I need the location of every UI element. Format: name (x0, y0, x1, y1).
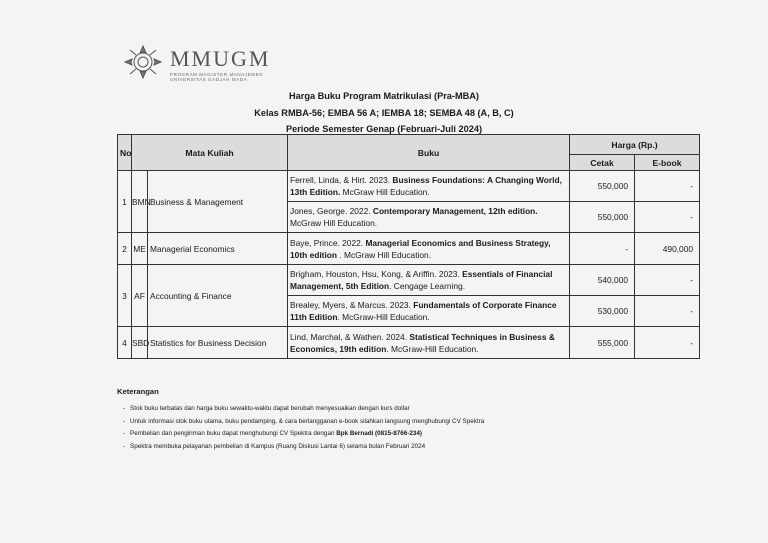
mmugm-emblem-icon (122, 44, 164, 80)
note-item: - Stok buku terbatas dan harga buku sewaktu-waktu dapat berubah menyesuaikan dengan kurs dollar (130, 403, 484, 416)
price-ebook: - (635, 265, 700, 296)
notes-list (117, 403, 484, 453)
course-code: SBD (132, 327, 148, 359)
table-row (118, 233, 700, 265)
book-authors: Brealey, Myers, & Marcus. 2023. (290, 300, 414, 310)
price-cetak: - (570, 233, 635, 265)
course-no: 4 (118, 327, 132, 359)
book-title: Contemporary Management, 12th edition. (372, 206, 538, 216)
book-cell (288, 171, 570, 202)
book-authors: Brigham, Houston, Hsu, Kong, & Ariffin. 2023. (290, 269, 463, 279)
course-name: Accounting & Finance (148, 265, 288, 327)
course-code: ME (132, 233, 148, 265)
note-item: - Untuk informasi stok buku utama, buku pendamping, & cara berlangganan e-book silahkan langsung menghubungi CV Spektra (130, 416, 484, 429)
price-cetak: 555,000 (570, 327, 635, 359)
table-row (118, 171, 700, 202)
table-row (118, 327, 700, 359)
note-item-contact (130, 428, 484, 441)
price-ebook: - (635, 296, 700, 327)
price-cetak: 530,000 (570, 296, 635, 327)
header-harga: Harga (Rp.) (570, 135, 700, 155)
contact-person: Bpk Bernadi (0815-8766-234) (336, 430, 422, 437)
course-name: Business & Management (148, 171, 288, 233)
book-publisher: McGraw Hill Education. (340, 187, 430, 197)
book-authors: Lind, Marchal, & Wathen. 2024. (290, 331, 410, 342)
book-authors: Jones, George. 2022. (290, 206, 373, 216)
price-cetak: 550,000 (570, 171, 635, 202)
course-no: 2 (118, 233, 132, 265)
book-publisher: . McGraw Hill Education. (337, 249, 432, 260)
price-cetak: 550,000 (570, 202, 635, 233)
note-item: - Spektra membuka pelayanan pembelian di Kampus (Ruang Diskusi Lantai 6) selama bulan Februari 2024 (130, 441, 484, 454)
title-line-1: Harga Buku Program Matrikulasi (Pra-MBA) (289, 91, 479, 101)
course-code: BMN (132, 171, 148, 233)
course-code: AF (132, 265, 148, 327)
logo-name: MMUGM (170, 46, 271, 71)
header-mata-kuliah: Mata Kuliah (132, 135, 288, 171)
price-cetak: 540,000 (570, 265, 635, 296)
price-ebook: 490,000 (635, 233, 700, 265)
price-ebook: - (635, 171, 700, 202)
book-authors: Ferrell, Linda, & Hirt. 2023. (290, 175, 393, 185)
title-line-3: Periode Semester Genap (Februari-Juli 2024) (285, 124, 483, 134)
book-title: Managerial Economics and Business Strategy, 10th edition (290, 237, 551, 260)
book-cell (288, 265, 570, 296)
course-no: 1 (118, 171, 132, 233)
book-cell (288, 296, 570, 327)
logo-line-1: PROGRAM MAGISTER MANAJEMEN (170, 72, 264, 77)
book-publisher: McGraw Hill Education. (290, 218, 378, 228)
book-publisher: . McGraw-Hill Education. (386, 343, 479, 354)
book-cell (288, 327, 570, 359)
book-publisher: . Cengage Learning. (389, 281, 466, 291)
book-title: Business Foundations: A Changing World, 13th Edition. (290, 175, 562, 197)
logo-line-2: UNIVERSITAS GADJAH MADA (170, 77, 248, 82)
book-title: Essentials of Financial Management, 5th Edition (290, 269, 553, 291)
header-ebook: E-book (635, 155, 700, 171)
title-line-2: Kelas RMBA-56; EMBA 56 A; IEMBA 18; SEMBA 48 (A, B, C) (254, 107, 514, 118)
price-ebook: - (635, 327, 700, 359)
book-title: Fundamentals of Corporate Finance 11th Edition (290, 300, 557, 322)
header-no: No (118, 135, 132, 171)
price-table (117, 134, 700, 359)
course-name: Managerial Economics (148, 233, 288, 265)
mmugm-logo (122, 40, 282, 86)
course-name: Statistics for Business Decision (148, 327, 288, 359)
course-no: 3 (118, 265, 132, 327)
price-ebook: - (635, 202, 700, 233)
notes-section (117, 387, 484, 453)
header-buku: Buku (288, 135, 570, 171)
book-title: Statistical Techniques in Business & Economics, 19th edition (290, 331, 555, 354)
book-authors: Baye, Prince. 2022. (290, 237, 366, 248)
notes-heading: Keterangan (117, 387, 159, 396)
book-publisher: . McGraw-Hill Education. (337, 312, 430, 322)
header-cetak: Cetak (570, 155, 635, 171)
contact-text: Pembelian dan pengiriman buku dapat menghubungi CV Spektra dengan (130, 430, 337, 437)
document-title (150, 88, 618, 138)
book-cell (288, 233, 570, 265)
table-row (118, 265, 700, 296)
book-cell (288, 202, 570, 233)
